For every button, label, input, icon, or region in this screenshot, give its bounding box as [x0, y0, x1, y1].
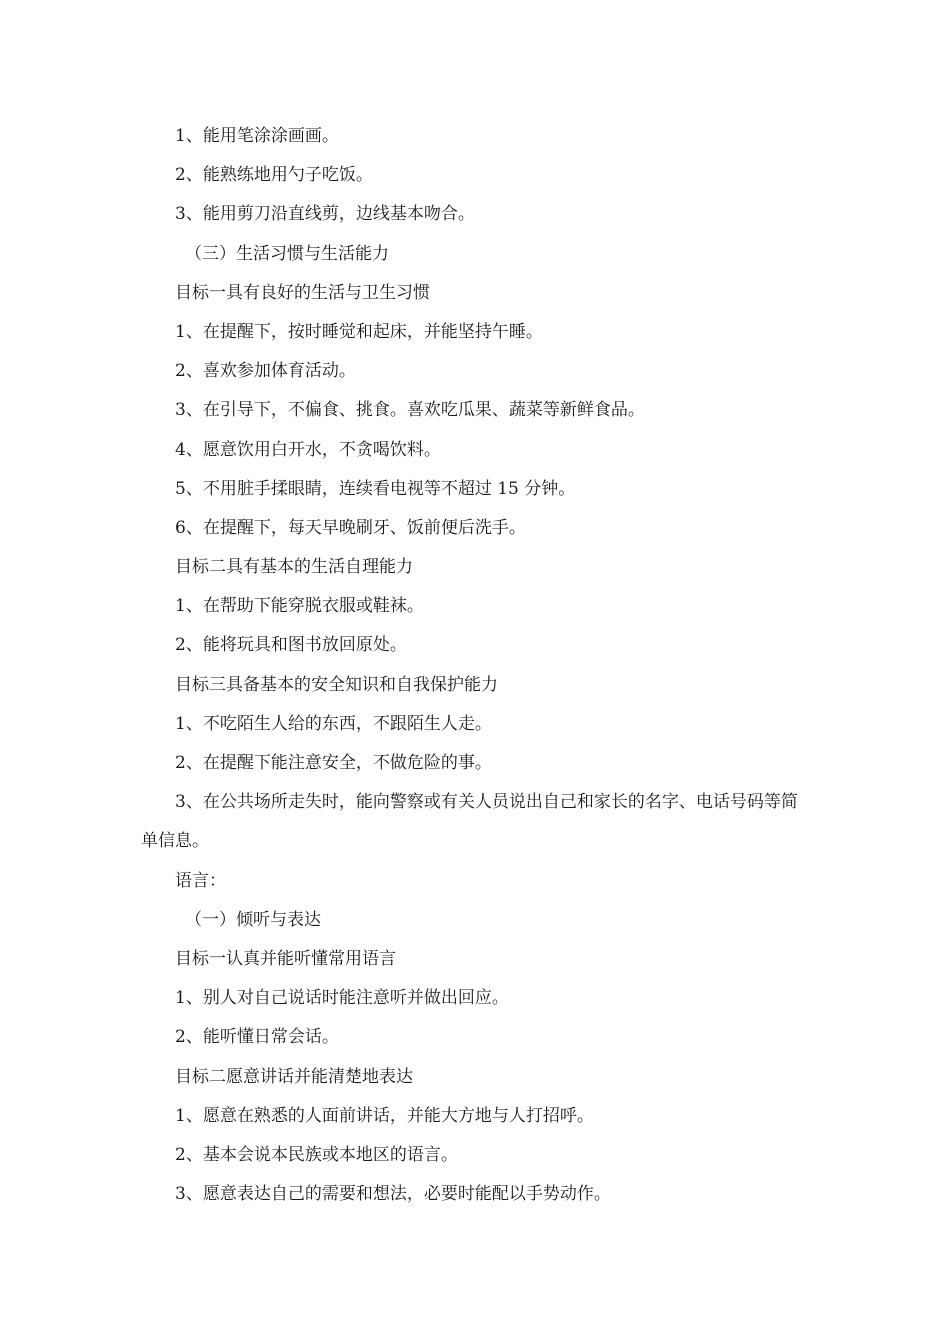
list-item: 6、在提醒下，每天早晚刷牙、饭前便后洗手。 — [175, 517, 526, 538]
list-item: 3、在引导下，不偏食、挑食。喜欢吃瓜果、蔬菜等新鲜食品。 — [175, 400, 645, 421]
goal-heading: 目标三具备基本的安全知识和自我保护能力 — [175, 674, 498, 695]
list-item: 2、能将玩具和图书放回原处。 — [175, 635, 407, 656]
goal-heading: 目标二具有基本的生活自理能力 — [175, 557, 413, 578]
list-item-wrapped: 3、在公共场所走失时，能向警察或有关人员说出自己和家长的名字、电话号码等简单信息。 — [141, 792, 798, 852]
list-item: 1、在提醒下，按时睡觉和起床，并能坚持午睡。 — [175, 321, 543, 342]
section-heading: （三）生活习惯与生活能力 — [185, 243, 389, 264]
goal-heading: 目标二愿意讲话并能清楚地表达 — [175, 1066, 413, 1087]
list-item: 2、喜欢参加体育活动。 — [175, 361, 356, 382]
section-heading: （一）倾听与表达 — [185, 909, 321, 930]
list-item: 1、别人对自己说话时能注意听并做出回应。 — [175, 988, 509, 1009]
list-item: 3、愿意表达自己的需要和想法，必要时能配以手势动作。 — [175, 1184, 611, 1205]
list-item: 2、在提醒下能注意安全，不做危险的事。 — [175, 753, 492, 773]
goal-heading: 目标一认真并能听懂常用语言 — [175, 948, 396, 969]
list-item: 1、在帮助下能穿脱衣服或鞋袜。 — [175, 596, 424, 617]
list-item: 2、能听懂日常会话。 — [175, 1027, 339, 1048]
list-item: 2、能熟练地用勺子吃饭。 — [175, 165, 373, 186]
list-item: 5、不用脏手揉眼睛，连续看电视等不超过 15 分钟。 — [175, 478, 576, 499]
list-item: 4、愿意饮用白开水，不贪喝饮料。 — [175, 439, 441, 460]
subject-heading: 语言： — [175, 870, 226, 891]
list-item: 3、能用剪刀沿直线剪，边线基本吻合。 — [175, 204, 475, 225]
document-body — [141, 117, 811, 1214]
list-item: 1、能用笔涂涂画画。 — [175, 126, 339, 146]
list-item: 1、愿意在熟悉的人面前讲话，并能大方地与人打招呼。 — [175, 1105, 594, 1126]
goal-heading: 目标一具有良好的生活与卫生习惯 — [175, 282, 430, 303]
list-item: 1、不吃陌生人给的东西，不跟陌生人走。 — [175, 713, 492, 734]
list-item: 2、基本会说本民族或本地区的语言。 — [175, 1144, 458, 1165]
